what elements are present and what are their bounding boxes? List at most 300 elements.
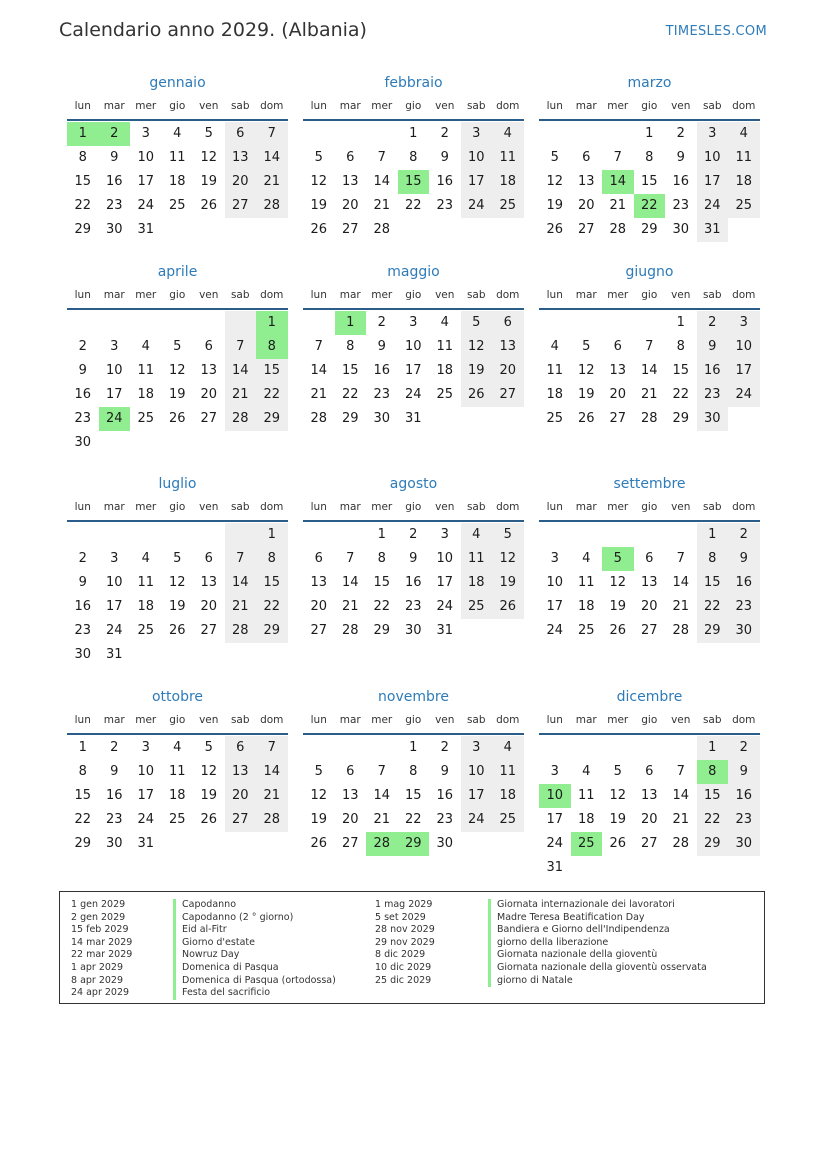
month-name: gennaio: [149, 75, 206, 91]
day-cell: 13: [341, 174, 359, 189]
day-cell: 2: [110, 740, 119, 755]
day-cell: 9: [110, 764, 119, 779]
day-cell: 25: [168, 198, 186, 213]
day-cell: 4: [141, 551, 150, 566]
day-cell: 12: [200, 764, 218, 779]
day-cell: 17: [137, 788, 155, 803]
day-cell: 9: [377, 339, 386, 354]
weekday-label: sab: [466, 289, 486, 301]
day-cell: 25: [728, 194, 760, 218]
day-cell: 17: [436, 575, 454, 590]
day-cell: 2: [78, 551, 87, 566]
day-cell: 13: [341, 788, 359, 803]
day-cell: 28: [225, 619, 257, 643]
weekday-label: ven: [435, 100, 455, 112]
legend-date: 2 gen 2029: [71, 911, 126, 923]
day-cell: 2: [440, 126, 449, 141]
legend-date: 1 gen 2029: [71, 899, 126, 910]
day-cell: 14: [341, 575, 359, 590]
weekday-label: dom: [496, 714, 520, 726]
empty-cell: [571, 523, 603, 547]
day-cell: 15: [256, 571, 288, 595]
legend-holiday-name: Capodanno (2 ° giorno): [173, 912, 336, 925]
empty-cell: [335, 523, 367, 547]
weekday-label: mar: [103, 714, 125, 726]
day-cell: 19: [577, 387, 595, 402]
day-cell: 7: [377, 150, 386, 165]
day-cell: 10: [461, 760, 493, 784]
day-cell: 3: [409, 315, 418, 330]
weekday-label: mer: [607, 714, 629, 726]
empty-cell: [602, 736, 634, 760]
day-cell: 12: [310, 788, 328, 803]
day-cell: 2: [409, 527, 418, 542]
day-cell: 23: [373, 387, 391, 402]
day-cell: 22: [404, 198, 422, 213]
day-cell: 18: [168, 788, 186, 803]
days-grid: [67, 311, 288, 455]
day-cell: 10: [461, 146, 493, 170]
day-cell: 17: [461, 170, 493, 194]
weekday-label: dom: [496, 289, 520, 301]
weekday-label: lun: [74, 501, 91, 513]
day-cell: 5: [314, 150, 323, 165]
day-cell: 15: [404, 788, 422, 803]
weekday-label: mer: [607, 501, 629, 513]
empty-cell: [539, 122, 571, 146]
weekday-label: gio: [405, 714, 422, 726]
month-name: marzo: [627, 75, 672, 91]
day-cell: 9: [697, 335, 729, 359]
day-cell: 13: [640, 575, 658, 590]
day-cell: 21: [373, 812, 391, 827]
day-cell: 25: [492, 194, 524, 218]
day-cell: 12: [168, 363, 186, 378]
days-grid: [539, 122, 760, 242]
day-cell: 28: [256, 194, 288, 218]
day-cell: 5: [613, 764, 622, 779]
weekday-header: [67, 711, 288, 735]
days-grid: [67, 122, 288, 242]
day-cell: 8: [377, 551, 386, 566]
day-cell: 4: [582, 551, 591, 566]
days-grid: [303, 736, 524, 856]
day-cell: 26: [168, 623, 186, 638]
holiday-day: 24: [99, 407, 131, 431]
day-cell: 27: [310, 623, 328, 638]
day-cell: 27: [225, 194, 257, 218]
day-cell: 21: [341, 599, 359, 614]
day-cell: 1: [676, 315, 685, 330]
day-cell: 18: [728, 170, 760, 194]
day-cell: 16: [728, 784, 760, 808]
empty-cell: [634, 311, 666, 335]
day-cell: 24: [546, 623, 564, 638]
day-cell: 8: [256, 547, 288, 571]
weekday-label: dom: [496, 501, 520, 513]
legend-date: 14 mar 2029: [71, 936, 133, 948]
day-cell: 20: [640, 812, 658, 827]
day-cell: 3: [110, 339, 119, 354]
day-cell: 3: [697, 122, 729, 146]
day-cell: 3: [461, 122, 493, 146]
day-cell: 13: [225, 760, 257, 784]
day-cell: 18: [577, 812, 595, 827]
month-giugno: [539, 262, 760, 431]
weekday-label: dom: [732, 100, 756, 112]
day-cell: 6: [645, 551, 654, 566]
day-cell: 20: [200, 387, 218, 402]
day-cell: 14: [310, 363, 328, 378]
day-cell: 5: [173, 551, 182, 566]
empty-cell: [99, 523, 131, 547]
weekday-label: lun: [74, 714, 91, 726]
day-cell: 4: [582, 764, 591, 779]
holiday-legend: [59, 891, 765, 1004]
day-cell: 8: [676, 339, 685, 354]
day-cell: 10: [546, 575, 564, 590]
day-cell: 5: [550, 150, 559, 165]
weekday-label: sab: [702, 100, 722, 112]
legend-date: 28 nov 2029: [375, 924, 435, 936]
day-cell: 26: [492, 595, 524, 619]
day-cell: 18: [137, 599, 155, 614]
day-cell: 10: [105, 363, 123, 378]
weekday-label: gio: [169, 100, 186, 112]
day-cell: 4: [141, 339, 150, 354]
day-cell: 8: [409, 764, 418, 779]
day-cell: 12: [310, 174, 328, 189]
legend-date: 29 nov 2029: [375, 936, 435, 948]
weekday-label: sab: [466, 714, 486, 726]
day-cell: 7: [256, 736, 288, 760]
day-cell: 10: [137, 150, 155, 165]
day-cell: 29: [672, 411, 690, 426]
weekday-header: [303, 286, 524, 310]
day-cell: 7: [346, 551, 355, 566]
legend-date: 8 dic 2029: [375, 949, 426, 961]
empty-cell: [303, 736, 335, 760]
day-cell: 28: [225, 407, 257, 431]
empty-cell: [665, 523, 697, 547]
day-cell: 11: [728, 146, 760, 170]
day-cell: 1: [409, 740, 418, 755]
day-cell: 30: [373, 411, 391, 426]
day-cell: 5: [461, 311, 493, 335]
day-cell: 13: [640, 788, 658, 803]
empty-cell: [539, 736, 571, 760]
day-cell: 5: [582, 339, 591, 354]
holiday-day: 22: [634, 194, 666, 218]
day-cell: 16: [105, 788, 123, 803]
weekday-label: mar: [339, 714, 361, 726]
day-cell: 8: [409, 150, 418, 165]
weekday-label: ven: [435, 289, 455, 301]
day-cell: 14: [640, 363, 658, 378]
day-cell: 18: [436, 363, 454, 378]
day-cell: 16: [404, 575, 422, 590]
empty-cell: [67, 523, 99, 547]
weekday-label: mar: [103, 289, 125, 301]
day-cell: 9: [728, 760, 760, 784]
day-cell: 29: [697, 619, 729, 643]
day-cell: 6: [645, 764, 654, 779]
weekday-label: mer: [607, 289, 629, 301]
day-cell: 11: [461, 547, 493, 571]
day-cell: 23: [74, 411, 92, 426]
legend-date: 1 apr 2029: [71, 961, 124, 973]
day-cell: 15: [373, 575, 391, 590]
day-cell: 14: [225, 571, 257, 595]
empty-cell: [602, 311, 634, 335]
day-cell: 19: [310, 198, 328, 213]
legend-date: 10 dic 2029: [375, 961, 432, 973]
day-cell: 27: [341, 836, 359, 851]
empty-cell: [303, 311, 335, 335]
day-cell: 8: [645, 150, 654, 165]
empty-cell: [539, 311, 571, 335]
day-cell: 3: [550, 551, 559, 566]
day-cell: 28: [341, 623, 359, 638]
legend-names-column-2: [488, 899, 707, 987]
day-cell: 20: [200, 599, 218, 614]
day-cell: 9: [110, 150, 119, 165]
holiday-day: 14: [602, 170, 634, 194]
day-cell: 30: [105, 222, 123, 237]
day-cell: 28: [373, 222, 391, 237]
day-cell: 3: [141, 740, 150, 755]
weekday-label: sab: [702, 289, 722, 301]
day-cell: 6: [314, 551, 323, 566]
day-cell: 31: [404, 411, 422, 426]
day-cell: 14: [256, 760, 288, 784]
day-cell: 6: [225, 736, 257, 760]
day-cell: 13: [492, 335, 524, 359]
month-agosto: [303, 474, 524, 643]
empty-cell: [162, 523, 194, 547]
day-cell: 14: [672, 575, 690, 590]
days-grid: [303, 122, 524, 242]
day-cell: 10: [137, 764, 155, 779]
day-cell: 28: [672, 623, 690, 638]
day-cell: 4: [492, 736, 524, 760]
day-cell: 27: [200, 411, 218, 426]
empty-cell: [225, 311, 257, 335]
holiday-day: 8: [256, 335, 288, 359]
empty-cell: [162, 311, 194, 335]
day-cell: 6: [613, 339, 622, 354]
day-cell: 31: [546, 860, 564, 875]
weekday-label: dom: [260, 289, 284, 301]
day-cell: 27: [640, 836, 658, 851]
day-cell: 21: [225, 383, 257, 407]
legend-holiday-name: Giornata nazionale della gioventù osservata: [488, 962, 707, 975]
day-cell: 7: [225, 547, 257, 571]
weekday-label: dom: [732, 714, 756, 726]
day-cell: 24: [137, 812, 155, 827]
day-cell: 9: [78, 363, 87, 378]
weekday-label: sab: [230, 100, 250, 112]
day-cell: 17: [404, 363, 422, 378]
day-cell: 3: [110, 551, 119, 566]
weekday-label: mer: [135, 714, 157, 726]
day-cell: 22: [373, 599, 391, 614]
month-ottobre: [67, 687, 288, 856]
day-cell: 16: [728, 571, 760, 595]
weekday-label: mar: [103, 100, 125, 112]
empty-cell: [335, 122, 367, 146]
day-cell: 23: [728, 595, 760, 619]
brand-link[interactable]: TIMESLES.COM: [665, 24, 767, 39]
empty-cell: [571, 311, 603, 335]
day-cell: 20: [310, 599, 328, 614]
day-cell: 20: [225, 784, 257, 808]
day-cell: 31: [137, 836, 155, 851]
weekday-header: [303, 97, 524, 121]
day-cell: 19: [200, 788, 218, 803]
day-cell: 26: [200, 198, 218, 213]
day-cell: 16: [105, 174, 123, 189]
day-cell: 29: [341, 411, 359, 426]
day-cell: 9: [409, 551, 418, 566]
day-cell: 19: [461, 359, 493, 383]
empty-cell: [193, 523, 225, 547]
holiday-day: 25: [571, 832, 603, 856]
day-cell: 28: [640, 411, 658, 426]
legend-names-column-1: [173, 899, 336, 1000]
day-cell: 5: [314, 764, 323, 779]
day-cell: 31: [105, 647, 123, 662]
day-cell: 16: [436, 174, 454, 189]
day-cell: 14: [373, 788, 391, 803]
day-cell: 21: [225, 595, 257, 619]
month-febbraio: [303, 73, 524, 242]
day-cell: 2: [697, 311, 729, 335]
days-grid: [303, 523, 524, 643]
day-cell: 8: [78, 764, 87, 779]
weekday-label: mer: [135, 289, 157, 301]
day-cell: 20: [492, 359, 524, 383]
day-cell: 6: [346, 150, 355, 165]
day-cell: 12: [461, 335, 493, 359]
weekday-header: [67, 97, 288, 121]
day-cell: 7: [377, 764, 386, 779]
day-cell: 13: [225, 146, 257, 170]
day-cell: 1: [697, 736, 729, 760]
day-cell: 17: [105, 599, 123, 614]
day-cell: 29: [74, 836, 92, 851]
legend-date: 5 set 2029: [375, 911, 426, 923]
weekday-label: ven: [671, 100, 691, 112]
legend-date: 8 apr 2029: [71, 974, 124, 986]
month-dicembre: [539, 687, 760, 880]
day-cell: 12: [609, 788, 627, 803]
day-cell: 30: [697, 407, 729, 431]
day-cell: 28: [256, 808, 288, 832]
day-cell: 26: [310, 836, 328, 851]
month-name: giugno: [625, 264, 674, 280]
day-cell: 10: [697, 146, 729, 170]
empty-cell: [99, 311, 131, 335]
legend-holiday-name: Domenica di Pasqua (ortodossa): [173, 975, 336, 988]
day-cell: 22: [697, 808, 729, 832]
holiday-day: 5: [602, 547, 634, 571]
day-cell: 12: [577, 363, 595, 378]
day-cell: 17: [137, 174, 155, 189]
day-cell: 19: [492, 571, 524, 595]
day-cell: 16: [74, 599, 92, 614]
month-name: febbraio: [384, 75, 443, 91]
days-grid: [303, 311, 524, 431]
day-cell: 11: [492, 760, 524, 784]
day-cell: 1: [256, 523, 288, 547]
weekday-label: lun: [546, 501, 563, 513]
legend-date: 25 dic 2029: [375, 974, 432, 986]
weekday-label: dom: [732, 289, 756, 301]
day-cell: 22: [341, 387, 359, 402]
weekday-label: gio: [169, 501, 186, 513]
empty-cell: [193, 311, 225, 335]
day-cell: 4: [492, 122, 524, 146]
month-settembre: [539, 474, 760, 643]
day-cell: 8: [346, 339, 355, 354]
day-cell: 29: [256, 407, 288, 431]
month-aprile: [67, 262, 288, 455]
empty-cell: [366, 736, 398, 760]
day-cell: 22: [697, 595, 729, 619]
day-cell: 9: [728, 547, 760, 571]
weekday-label: mer: [135, 501, 157, 513]
day-cell: 11: [546, 363, 564, 378]
day-cell: 12: [168, 575, 186, 590]
day-cell: 14: [373, 174, 391, 189]
day-cell: 6: [582, 150, 591, 165]
weekday-label: dom: [496, 100, 520, 112]
legend-date: 15 feb 2029: [71, 924, 129, 936]
day-cell: 30: [436, 836, 454, 851]
day-cell: 23: [105, 198, 123, 213]
day-cell: 16: [672, 174, 690, 189]
day-cell: 21: [256, 170, 288, 194]
weekday-label: sab: [466, 501, 486, 513]
month-name: agosto: [389, 476, 438, 492]
weekday-label: ven: [671, 289, 691, 301]
empty-cell: [130, 523, 162, 547]
month-name: maggio: [387, 264, 440, 280]
day-cell: 30: [728, 832, 760, 856]
day-cell: 3: [461, 736, 493, 760]
holiday-day: 1: [256, 311, 288, 335]
day-cell: 26: [200, 812, 218, 827]
day-cell: 9: [78, 575, 87, 590]
day-cell: 23: [728, 808, 760, 832]
day-cell: 25: [577, 623, 595, 638]
day-cell: 30: [105, 836, 123, 851]
day-cell: 20: [640, 599, 658, 614]
weekday-label: ven: [435, 501, 455, 513]
day-cell: 4: [173, 740, 182, 755]
empty-cell: [366, 122, 398, 146]
day-cell: 14: [225, 359, 257, 383]
day-cell: 17: [461, 784, 493, 808]
legend-holiday-name: giorno di Natale: [488, 975, 707, 988]
weekday-label: gio: [405, 501, 422, 513]
day-cell: 26: [577, 411, 595, 426]
day-cell: 10: [404, 339, 422, 354]
empty-cell: [335, 736, 367, 760]
empty-cell: [665, 736, 697, 760]
days-grid: [67, 736, 288, 856]
